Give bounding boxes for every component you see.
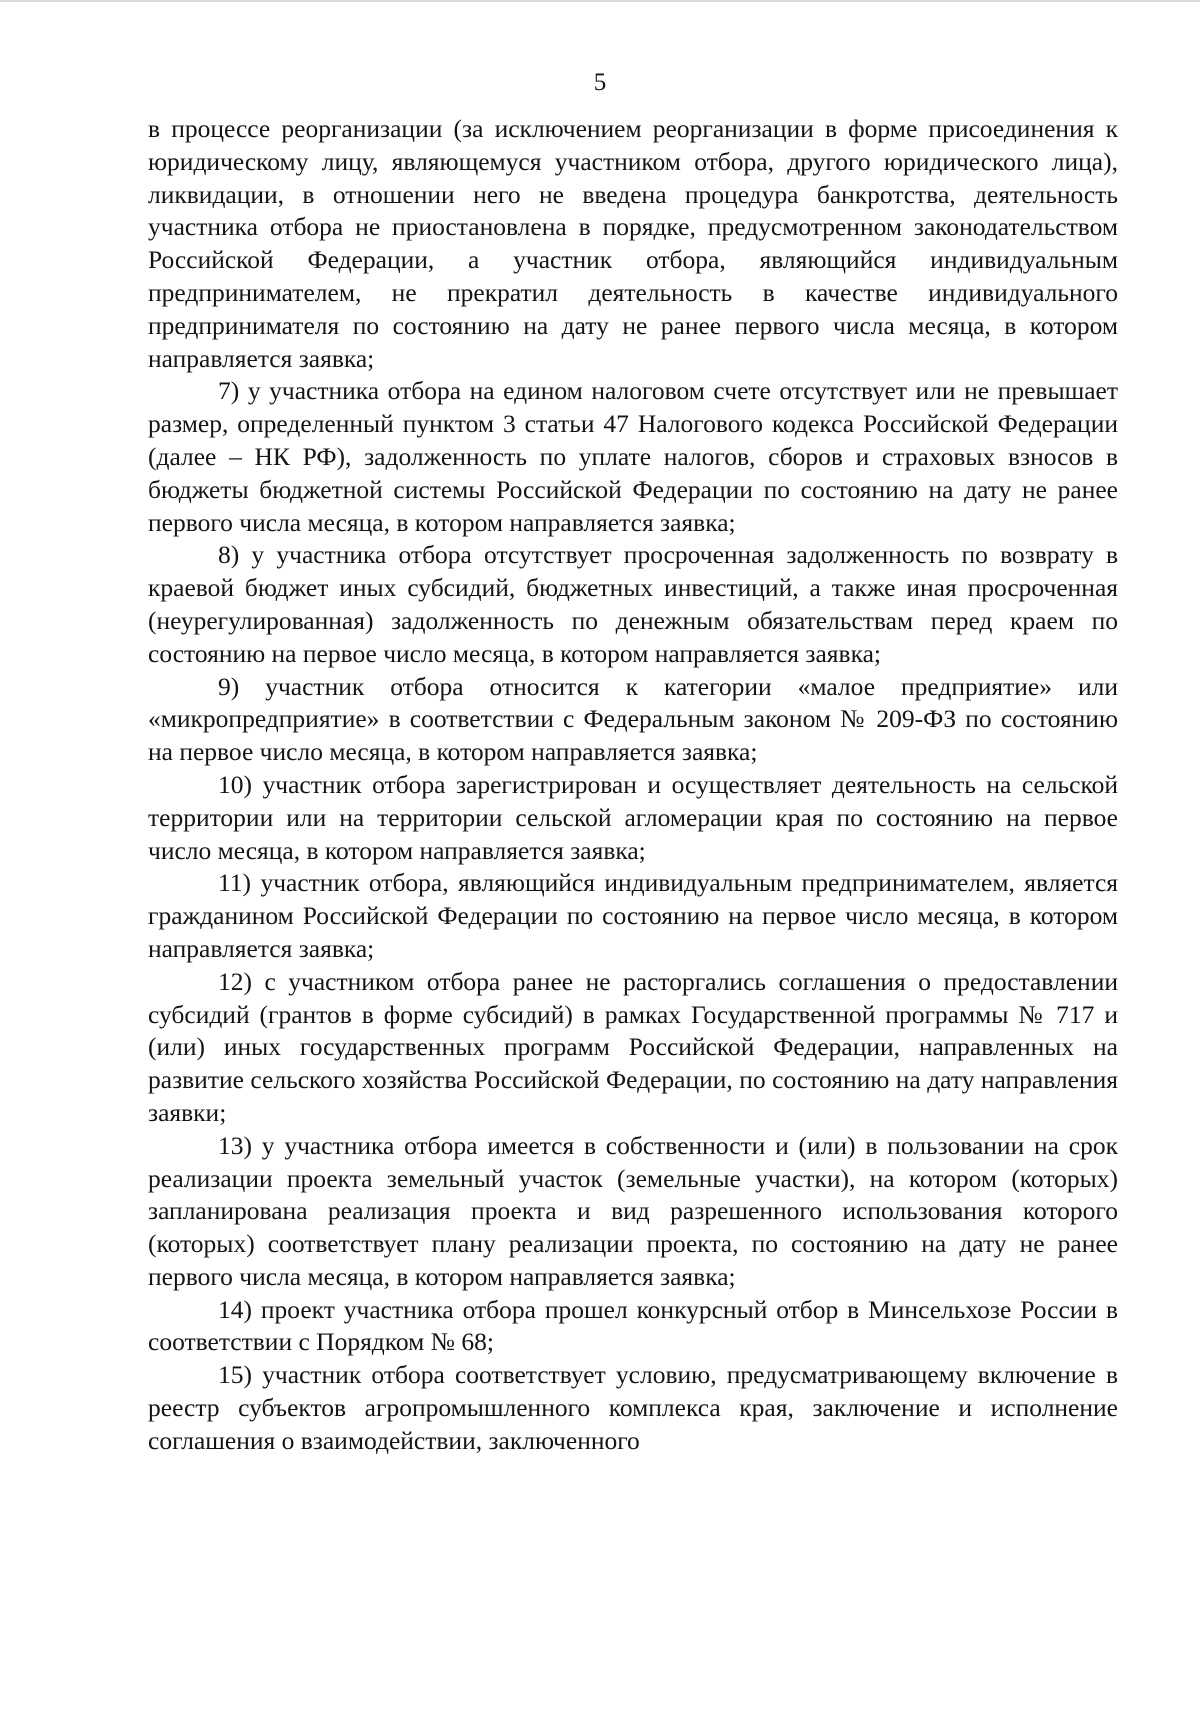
paragraph-item-11: 11) участник отбора, являющийся индивидуальным предпринимателем, является гражданином Российской Федерации по состоянию на первое число месяца, в котором направляется заявка; [148, 868, 1118, 963]
paragraph-item-13: 13) у участника отбора имеется в собственности и (или) в пользовании на срок реализации проекта земельный участок (земельные участки), на котором (которых) запланирована реализация проекта и вид разрешенного использования которого (которых) соответствует плану реализации проекта, по состоянию на дату не ранее первого числа месяца, в котором направляется заявка; [148, 1130, 1118, 1291]
document-body [148, 113, 1118, 1458]
paragraph-item-14: 14) проект участника отбора прошел конкурсный отбор в Минсельхозе России в соответствии с Порядком № 68; [148, 1294, 1118, 1357]
paragraph-item-12: 12) с участником отбора ранее не расторгались соглашения о предоставлении субсидий (грантов в форме субсидий) в рамках Государственной программы № 717 и (или) иных государственных программ Российской Федерации, направленных на развитие сельского хозяйства Российской Федерации, по состоянию на дату направления заявки; [148, 966, 1118, 1127]
paragraph-item-8: 8) у участника отбора отсутствует просроченная задолженность по возврату в краевой бюджет иных субсидий, бюджетных инвестиций, а также иная просроченная (неурегулированная) задолженность по денежным обязательствам перед краем по состоянию на первое число месяца, в котором направляется заявка; [148, 540, 1118, 668]
paragraph-item-15: 15) участник отбора соответствует условию, предусматривающему включение в реестр субъектов агропромышленного комплекса края, заключение и исполнение соглашения о взаимодействии, заключенного [148, 1360, 1118, 1455]
paragraph-continuation: в процессе реорганизации (за исключением реорганизации в форме присоединения к юридическому лицу, являющемуся участником отбора, другого юридического лица), ликвидации, в отношении него не введена процедура банкротства, деятельность участника отбора не приостановлена в порядке, предусмотренном законодательством Российской Федерации, а участник отбора, являющийся индивидуальным предпринимателем, не прекратил деятельность в качестве индивидуального предпринимателя по состоянию на дату не ранее первого числа месяца, в котором направляется заявка; [148, 114, 1118, 373]
page-top-edge [0, 0, 1200, 2]
page-number: 5 [593, 69, 607, 96]
paragraph-item-9: 9) участник отбора относится к категории «малое предприятие» или «микропредприятие» в соответствии с Федеральным законом № 209-ФЗ по состоянию на первое число месяца, в котором направляется заявка; [148, 671, 1118, 767]
paragraph-item-7: 7) у участника отбора на едином налоговом счете отсутствует или не превышает размер, определенный пунктом 3 статьи 47 Налогового кодекса Российской Федерации (далее – НК РФ), задолженность по уплате налогов, сборов и страховых взносов в бюджеты бюджетной системы Российской Федерации по состоянию на дату не ранее первого числа месяца, в котором направляется заявка; [148, 376, 1118, 537]
paragraph-item-10: 10) участник отбора зарегистрирован и осуществляет деятельность на сельской территории или на территории сельской агломерации края по состоянию на первое число месяца, в котором направляется заявка; [148, 769, 1118, 865]
